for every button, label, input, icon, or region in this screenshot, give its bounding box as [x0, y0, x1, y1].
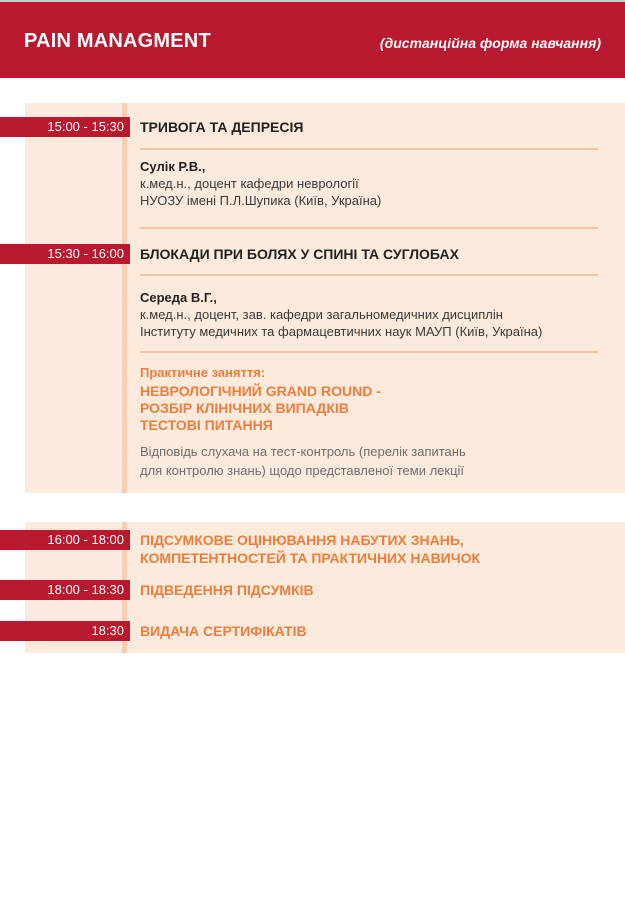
divider	[140, 148, 598, 150]
timeline-line	[122, 103, 127, 493]
session-title-3	[140, 531, 480, 567]
speaker-name-1: Сулік Р.В.,	[140, 159, 206, 174]
practice-description	[140, 442, 466, 480]
session-title-2: БЛОКАДИ ПРИ БОЛЯХ У СПИНІ ТА СУГЛОБАХ	[140, 246, 459, 262]
speaker-position-2: к.мед.н., доцент, зав. кафедри загальномедичних дисциплін	[140, 307, 503, 322]
time-tag-3: 16:00 - 18:00	[0, 530, 130, 550]
practice-title	[140, 383, 381, 434]
session-title-5: ВИДАЧА СЕРТИФІКАТІВ	[140, 623, 307, 639]
time-tag-1: 15:00 - 15:30	[0, 117, 130, 137]
page-title: PAIN MANAGMENT	[24, 30, 211, 52]
practice-line-1: НЕВРОЛОГІЧНИЙ GRAND ROUND -	[140, 383, 381, 399]
page-subtitle: (дистанційна форма навчання)	[379, 35, 601, 51]
divider	[140, 227, 598, 229]
session-title-4: ПІДВЕДЕННЯ ПІДСУМКІВ	[140, 582, 314, 598]
time-tag-4: 18:00 - 18:30	[0, 580, 130, 600]
speaker-info-2	[140, 289, 542, 340]
speaker-info-1	[140, 158, 381, 209]
practice-desc-line-1: Відповідь слухача на тест-контроль (перелік запитань	[140, 444, 466, 459]
practice-label: Практичне заняття:	[140, 365, 266, 380]
speaker-name-2: Середа В.Г.,	[140, 290, 217, 305]
speaker-position-1: к.мед.н., доцент кафедри неврології	[140, 176, 359, 191]
divider	[140, 274, 598, 276]
practice-desc-line-2: для контролю знань) щодо представленої теми лекції	[140, 463, 465, 478]
divider	[140, 351, 598, 353]
session-title-3-line-2: КОМПЕТЕНТНОСТЕЙ ТА ПРАКТИЧНИХ НАВИЧОК	[140, 550, 481, 566]
time-tag-5: 18:30	[0, 621, 130, 641]
speaker-affiliation-1: НУОЗУ імені П.Л.Шупика (Київ, Україна)	[140, 193, 382, 208]
speaker-affiliation-2: Інституту медичних та фармацевтичних наук МАУП (Київ, Україна)	[140, 324, 543, 339]
practice-line-2: РОЗБІР КЛІНІЧНИХ ВИПАДКІВ	[140, 400, 349, 416]
session-title-3-line-1: ПІДСУМКОВЕ ОЦІНЮВАННЯ НАБУТИХ ЗНАНЬ,	[140, 532, 464, 548]
page-header	[0, 2, 625, 78]
practice-line-3: ТЕСТОВІ ПИТАННЯ	[140, 417, 273, 433]
time-tag-2: 15:30 - 16:00	[0, 244, 130, 264]
session-title-1: ТРИВОГА ТА ДЕПРЕСІЯ	[140, 119, 304, 135]
